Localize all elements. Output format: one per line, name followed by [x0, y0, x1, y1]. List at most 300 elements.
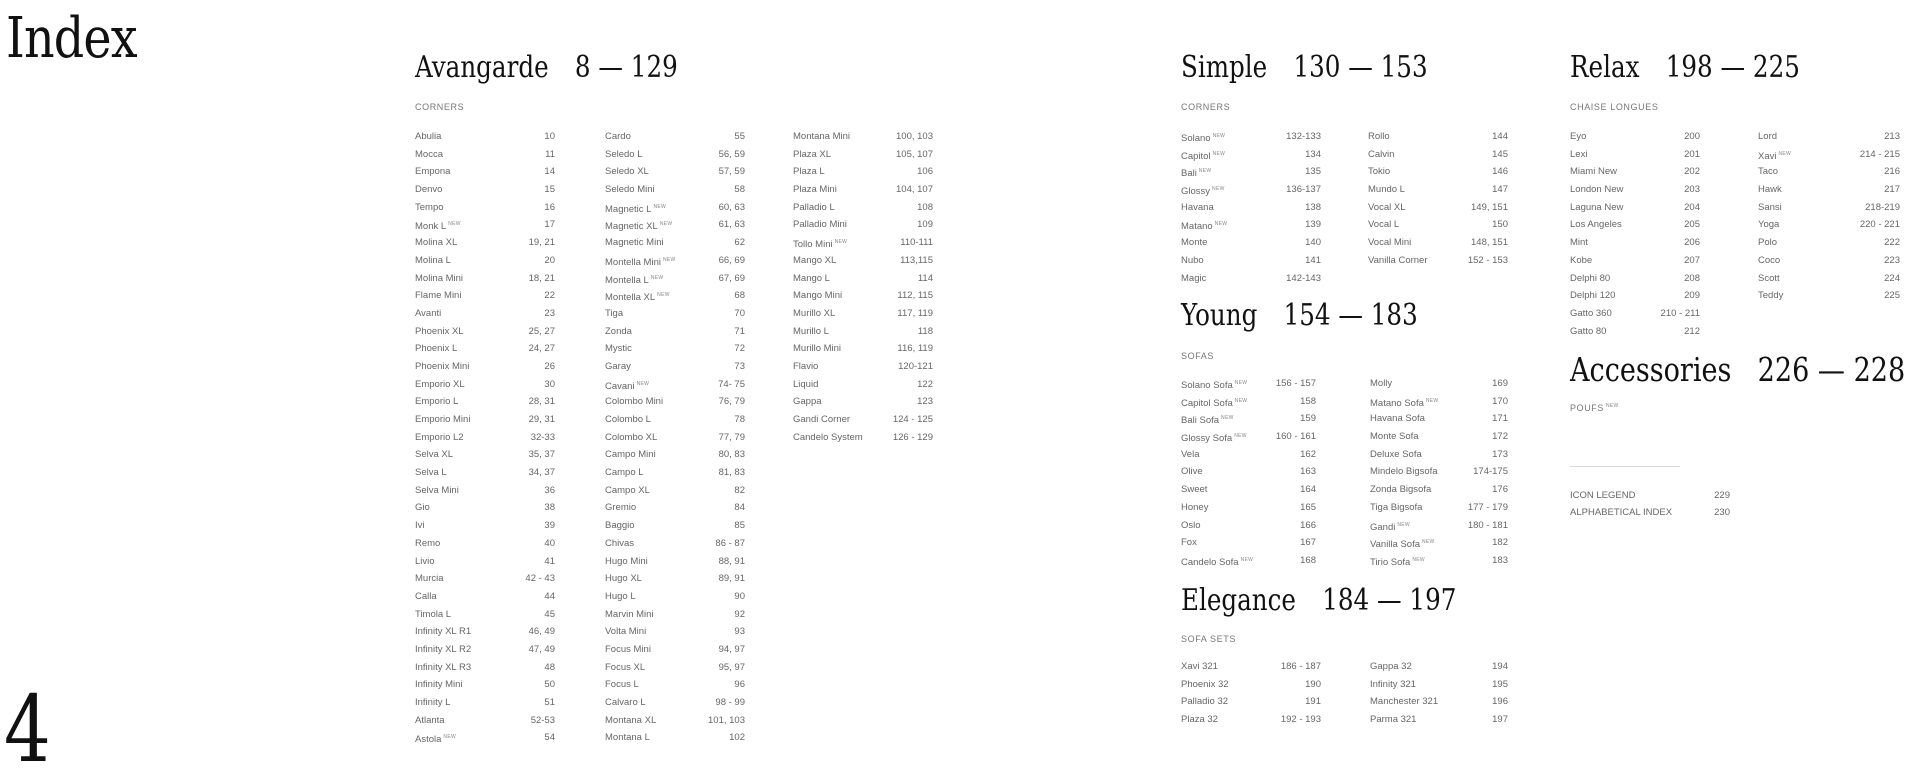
index-entry[interactable]: [415, 163, 555, 181]
index-entry[interactable]: [415, 252, 555, 270]
index-entry[interactable]: [1758, 216, 1900, 234]
index-entry[interactable]: [415, 287, 555, 305]
entry-page: 44: [544, 590, 555, 602]
entry-name: Palladio L: [793, 201, 835, 213]
entry-page: 23: [544, 307, 555, 319]
index-entry[interactable]: [1181, 446, 1316, 464]
index-entry[interactable]: [415, 729, 555, 747]
entry-name: Seledo L: [605, 148, 643, 160]
entry-label: [1181, 658, 1218, 676]
entry-name: Molina XL: [415, 237, 458, 249]
index-entry[interactable]: [1570, 504, 1730, 521]
index-entry[interactable]: [1570, 199, 1700, 217]
index-entry[interactable]: [1370, 676, 1508, 694]
entry-page: 229: [1714, 490, 1730, 501]
entry-label: [1181, 128, 1225, 146]
index-entry[interactable]: [1570, 163, 1700, 181]
index-entry[interactable]: [605, 553, 745, 571]
index-column: [605, 128, 745, 747]
index-entry[interactable]: [415, 623, 555, 641]
entry-page: 140: [1305, 237, 1321, 249]
index-entry[interactable]: [1181, 693, 1321, 711]
entry-name: Plaza 32: [1181, 714, 1218, 726]
index-entry[interactable]: [1181, 481, 1316, 499]
entry-page: 19, 21: [528, 237, 555, 249]
index-entry[interactable]: [1370, 428, 1508, 446]
index-entry[interactable]: [605, 234, 745, 252]
index-entry[interactable]: [1181, 552, 1316, 570]
entry-page: 167: [1300, 537, 1316, 549]
index-column: [1758, 128, 1900, 305]
index-entry[interactable]: [1370, 499, 1508, 517]
new-badge: NEW: [653, 203, 667, 210]
index-entry[interactable]: [415, 659, 555, 677]
index-entry[interactable]: [415, 676, 555, 694]
entry-label: [1370, 428, 1419, 446]
entry-name: Nubo: [1181, 254, 1204, 266]
index-entry[interactable]: [605, 340, 745, 358]
index-entry[interactable]: [1181, 463, 1316, 481]
entry-name: Plaza L: [793, 166, 825, 178]
entry-name: Oslo: [1181, 519, 1201, 531]
index-column: [1181, 128, 1321, 287]
index-entry[interactable]: [1181, 252, 1321, 270]
entry-page: 100, 103: [896, 131, 933, 142]
entry-label: [1570, 323, 1606, 341]
entry-name: Mint: [1570, 237, 1588, 249]
index-entry[interactable]: [605, 411, 745, 429]
index-entry[interactable]: [1181, 676, 1321, 694]
index-entry[interactable]: [605, 128, 745, 146]
new-badge: NEW: [1422, 539, 1435, 546]
entry-label: [1181, 375, 1247, 393]
index-entry[interactable]: [415, 358, 555, 376]
entry-page: 98 - 99: [715, 697, 745, 708]
entry-name: Xavi 321: [1181, 661, 1218, 672]
entry-name: Molina L: [415, 254, 451, 266]
entry-name: Kobe: [1570, 254, 1593, 266]
index-entry[interactable]: [1181, 181, 1321, 199]
entry-name: Sweet: [1181, 484, 1208, 496]
entry-label: [415, 340, 457, 358]
index-entry[interactable]: [415, 535, 555, 553]
index-entry[interactable]: [793, 411, 933, 429]
entry-page: 186 - 187: [1280, 661, 1321, 672]
index-entry[interactable]: [793, 376, 933, 394]
index-entry[interactable]: [605, 358, 745, 376]
index-entry[interactable]: [1370, 693, 1508, 711]
section-title-young: [1181, 298, 1418, 333]
index-entry[interactable]: [1370, 711, 1508, 729]
index-entry[interactable]: [1181, 428, 1316, 446]
entry-page: 120-121: [898, 360, 933, 372]
new-badge: NEW: [1212, 186, 1225, 193]
index-entry[interactable]: [1758, 181, 1900, 199]
index-entry[interactable]: [1370, 393, 1508, 411]
index-entry[interactable]: [605, 446, 745, 464]
entry-label: [1181, 711, 1218, 729]
index-entry[interactable]: [1758, 270, 1900, 288]
entry-name: Astola: [415, 734, 442, 746]
section-name: Accessories: [1570, 350, 1732, 389]
entry-page: 17: [544, 219, 555, 231]
index-entry[interactable]: [605, 163, 745, 181]
entry-label: [1370, 446, 1422, 464]
index-entry[interactable]: [1181, 534, 1316, 552]
entry-name: Murillo Mini: [793, 343, 842, 355]
index-entry[interactable]: [793, 270, 933, 288]
entry-name: Plaza XL: [793, 148, 832, 160]
entry-page: 36: [544, 484, 555, 496]
entry-page: 166: [1300, 519, 1316, 531]
entry-label: [1181, 463, 1203, 481]
entry-name: Candelo Sofa: [1181, 557, 1239, 569]
entry-page: 222: [1884, 237, 1900, 249]
index-entry[interactable]: [1181, 711, 1321, 729]
entry-name: Magnetic L: [605, 203, 652, 215]
index-entry[interactable]: [1570, 270, 1700, 288]
index-entry[interactable]: [793, 287, 933, 305]
index-entry[interactable]: [605, 659, 745, 677]
index-entry[interactable]: [605, 199, 745, 217]
index-entry[interactable]: [1368, 128, 1508, 146]
index-entry[interactable]: [1181, 270, 1321, 288]
entry-label: [1181, 693, 1228, 711]
entry-name: Campo XL: [605, 484, 650, 496]
index-entry[interactable]: [605, 517, 745, 535]
index-entry[interactable]: [793, 393, 933, 411]
index-entry[interactable]: [605, 482, 745, 500]
entry-label: [1181, 252, 1204, 270]
index-entry[interactable]: [793, 163, 933, 181]
entry-page: 142-143: [1286, 272, 1321, 284]
entry-name: Gatto 360: [1570, 307, 1612, 319]
entry-page: 204: [1684, 201, 1700, 213]
entry-name: Garay: [605, 360, 631, 372]
entry-page: 162: [1300, 448, 1316, 460]
entry-page: 101, 103: [708, 714, 745, 726]
entry-page: 66, 69: [718, 254, 745, 266]
entry-page: 158: [1300, 395, 1316, 407]
entry-label: [605, 482, 650, 500]
entry-page: 45: [544, 608, 555, 620]
index-entry[interactable]: [1758, 163, 1900, 181]
entry-page: 93: [734, 626, 745, 638]
index-entry[interactable]: [415, 606, 555, 624]
index-entry[interactable]: [415, 376, 555, 394]
entry-name: Infinity 321: [1370, 678, 1416, 690]
index-entry[interactable]: [1181, 375, 1316, 393]
new-badge: NEW: [1412, 556, 1425, 563]
index-entry[interactable]: [605, 393, 745, 411]
index-entry[interactable]: [1370, 658, 1508, 676]
entry-page: 171: [1492, 413, 1508, 425]
index-entry[interactable]: [415, 305, 555, 323]
index-entry[interactable]: [1758, 234, 1900, 252]
index-entry[interactable]: [1181, 410, 1316, 428]
entry-name: Taco: [1758, 166, 1779, 178]
entry-page: 26: [544, 360, 555, 372]
entry-page: 141: [1305, 254, 1321, 266]
entry-label: [1570, 216, 1622, 234]
index-entry[interactable]: [793, 323, 933, 341]
index-entry[interactable]: [1181, 499, 1316, 517]
index-entry[interactable]: [1370, 552, 1508, 570]
index-entry[interactable]: [415, 128, 555, 146]
index-entry[interactable]: [1181, 234, 1321, 252]
index-entry[interactable]: [415, 499, 555, 517]
index-entry[interactable]: [605, 323, 745, 341]
entry-page: 11: [545, 148, 555, 160]
entry-page: 180 - 181: [1467, 519, 1508, 531]
index-entry[interactable]: [605, 623, 745, 641]
entry-page: 123: [917, 396, 933, 408]
index-entry[interactable]: [605, 570, 745, 588]
index-entry[interactable]: [793, 252, 933, 270]
entry-page: 201: [1684, 148, 1700, 160]
index-entry[interactable]: [1370, 446, 1508, 464]
entry-label: [793, 393, 822, 411]
index-entry[interactable]: [415, 641, 555, 659]
index-entry[interactable]: [1370, 375, 1508, 393]
index-extras: [1570, 487, 1730, 521]
entry-label: [1758, 270, 1780, 288]
entry-name: Emporio Mini: [415, 414, 471, 425]
index-entry[interactable]: [793, 181, 933, 199]
index-entry[interactable]: [1370, 517, 1508, 535]
index-entry[interactable]: [605, 216, 745, 234]
index-entry[interactable]: [793, 216, 933, 234]
index-entry[interactable]: [1570, 252, 1700, 270]
page-title: Index: [6, 6, 137, 71]
entry-label: [605, 234, 664, 252]
index-entry[interactable]: [1570, 146, 1700, 164]
entry-name: Infinity Mini: [415, 679, 463, 691]
index-entry[interactable]: [1570, 234, 1700, 252]
index-entry[interactable]: [605, 729, 745, 747]
index-entry[interactable]: [415, 216, 555, 234]
index-entry[interactable]: [605, 535, 745, 553]
section-title-avangarde: [415, 50, 678, 85]
index-column: [793, 128, 933, 446]
index-entry[interactable]: [1368, 252, 1508, 270]
entry-label: [1758, 216, 1779, 234]
entry-label: [1370, 552, 1425, 570]
index-entry[interactable]: [793, 358, 933, 376]
entry-name: Mystic: [605, 343, 632, 355]
entry-page: 18, 21: [528, 272, 555, 284]
entry-label: [1181, 234, 1207, 252]
index-entry[interactable]: [793, 340, 933, 358]
index-entry[interactable]: [415, 323, 555, 341]
index-entry[interactable]: [605, 641, 745, 659]
index-entry[interactable]: [1758, 146, 1900, 164]
entry-name: Ivi: [415, 520, 425, 532]
index-entry[interactable]: [1181, 163, 1321, 181]
index-entry[interactable]: [1370, 463, 1508, 481]
entry-label: [605, 588, 636, 606]
new-badge: NEW: [1240, 556, 1254, 563]
entry-label: [605, 641, 651, 659]
index-entry[interactable]: [793, 234, 933, 252]
index-entry[interactable]: [1181, 658, 1321, 676]
index-entry[interactable]: [605, 287, 745, 305]
new-badge: NEW: [1397, 521, 1410, 528]
entry-label: [415, 128, 441, 146]
entry-page: 78: [734, 414, 745, 425]
entry-name: Montana Mini: [793, 131, 851, 142]
index-entry[interactable]: [605, 499, 745, 517]
entry-page: 95, 97: [718, 661, 745, 673]
index-entry[interactable]: [1570, 128, 1700, 146]
index-entry[interactable]: [415, 146, 555, 164]
index-entry[interactable]: [1758, 252, 1900, 270]
index-entry[interactable]: [793, 128, 933, 146]
index-entry[interactable]: [605, 676, 745, 694]
entry-page: 48: [544, 661, 555, 673]
index-entry[interactable]: [793, 429, 933, 447]
entry-name: Rollo: [1368, 131, 1390, 142]
entry-name: Tiga: [605, 307, 624, 319]
index-entry[interactable]: [1181, 128, 1321, 146]
entry-name: London New: [1570, 184, 1624, 196]
entry-label: [605, 305, 623, 323]
index-entry[interactable]: [415, 517, 555, 535]
index-entry[interactable]: [605, 146, 745, 164]
index-entry[interactable]: [1570, 487, 1730, 504]
entry-name: Seledo XL: [605, 166, 649, 178]
entry-label: [1370, 463, 1438, 481]
index-entry[interactable]: [415, 234, 555, 252]
index-entry[interactable]: [605, 429, 745, 447]
index-entry[interactable]: [415, 588, 555, 606]
entry-label: [605, 446, 656, 464]
new-badge: NEW: [657, 292, 670, 299]
index-entry[interactable]: [1368, 181, 1508, 199]
entry-label: [793, 146, 831, 164]
index-entry[interactable]: [1181, 517, 1316, 535]
index-entry[interactable]: [415, 482, 555, 500]
entry-name: Lexi: [1570, 148, 1588, 160]
entry-page: 160 - 161: [1275, 431, 1316, 443]
index-entry[interactable]: [605, 464, 745, 482]
index-entry[interactable]: [605, 606, 745, 624]
index-entry[interactable]: [1758, 287, 1900, 305]
entry-label: [1758, 252, 1780, 270]
section-title-relax: [1570, 50, 1800, 85]
index-entry[interactable]: [605, 376, 745, 394]
index-entry[interactable]: [415, 393, 555, 411]
index-entry[interactable]: [1181, 146, 1321, 164]
entry-name: Zonda Bigsofa: [1370, 484, 1432, 496]
entry-name: Tiga Bigsofa: [1370, 501, 1423, 513]
entry-page: 39: [544, 520, 555, 532]
entry-label: [1758, 128, 1777, 146]
entry-page: 89, 91: [718, 573, 745, 585]
entry-label: [793, 305, 835, 323]
entry-page: 214 - 215: [1859, 148, 1900, 160]
index-entry[interactable]: [1368, 216, 1508, 234]
new-badge: NEW: [659, 221, 673, 228]
entry-label: [793, 323, 829, 341]
index-entry[interactable]: [415, 181, 555, 199]
index-entry[interactable]: [1370, 481, 1508, 499]
entry-page: 105, 107: [896, 148, 933, 160]
index-entry[interactable]: [1368, 163, 1508, 181]
entry-name: ICON LEGEND: [1570, 490, 1636, 501]
index-entry[interactable]: [1758, 199, 1900, 217]
index-entry[interactable]: [1368, 199, 1508, 217]
index-entry[interactable]: [415, 694, 555, 712]
index-entry[interactable]: [415, 411, 555, 429]
index-entry[interactable]: [415, 570, 555, 588]
index-entry[interactable]: [605, 588, 745, 606]
entry-label: [793, 252, 836, 270]
index-entry[interactable]: [1370, 410, 1508, 428]
index-entry[interactable]: [793, 199, 933, 217]
index-entry[interactable]: [1570, 323, 1700, 341]
index-entry[interactable]: [1368, 146, 1508, 164]
entry-name: Emporio L2: [415, 431, 464, 443]
entry-label: [415, 163, 450, 181]
index-entry[interactable]: [415, 712, 555, 730]
index-entry[interactable]: [605, 694, 745, 712]
index-entry[interactable]: [415, 340, 555, 358]
entry-name: Palladio Mini: [793, 219, 847, 231]
entry-page: 136-137: [1286, 184, 1321, 196]
index-entry[interactable]: [1181, 216, 1321, 234]
entry-label: [605, 199, 666, 217]
entry-label: [415, 499, 430, 517]
index-entry[interactable]: [1570, 287, 1700, 305]
entry-page: 116, 119: [897, 343, 933, 355]
entry-page: 40: [544, 537, 555, 549]
entry-label: [605, 163, 649, 181]
index-entry[interactable]: [605, 305, 745, 323]
entry-page: 34, 37: [528, 467, 555, 479]
index-entry[interactable]: [605, 252, 745, 270]
index-entry[interactable]: [1570, 305, 1700, 323]
index-entry[interactable]: [1570, 216, 1700, 234]
entry-page: 24, 27: [528, 343, 555, 355]
index-entry[interactable]: [415, 446, 555, 464]
index-entry[interactable]: [1181, 393, 1316, 411]
index-entry[interactable]: [1370, 534, 1508, 552]
entry-page: 42 - 43: [525, 573, 555, 585]
index-entry[interactable]: [1758, 128, 1900, 146]
entry-name: Montella L: [605, 274, 649, 286]
index-entry[interactable]: [415, 270, 555, 288]
index-entry[interactable]: [415, 553, 555, 571]
entry-name: Capitol: [1181, 150, 1211, 162]
index-entry[interactable]: [793, 305, 933, 323]
entry-page: 138: [1305, 201, 1321, 213]
index-entry[interactable]: [605, 270, 745, 288]
index-entry[interactable]: [1181, 199, 1321, 217]
index-entry[interactable]: [1570, 181, 1700, 199]
entry-name: Phoenix 32: [1181, 678, 1229, 690]
index-entry[interactable]: [1368, 234, 1508, 252]
index-entry[interactable]: [605, 181, 745, 199]
index-entry[interactable]: [415, 429, 555, 447]
index-entry[interactable]: [415, 199, 555, 217]
index-entry[interactable]: [415, 464, 555, 482]
entry-page: 118: [917, 325, 933, 337]
entry-label: [1758, 181, 1782, 199]
index-entry[interactable]: [793, 146, 933, 164]
entry-label: [1758, 146, 1791, 164]
index-entry[interactable]: [605, 712, 745, 730]
